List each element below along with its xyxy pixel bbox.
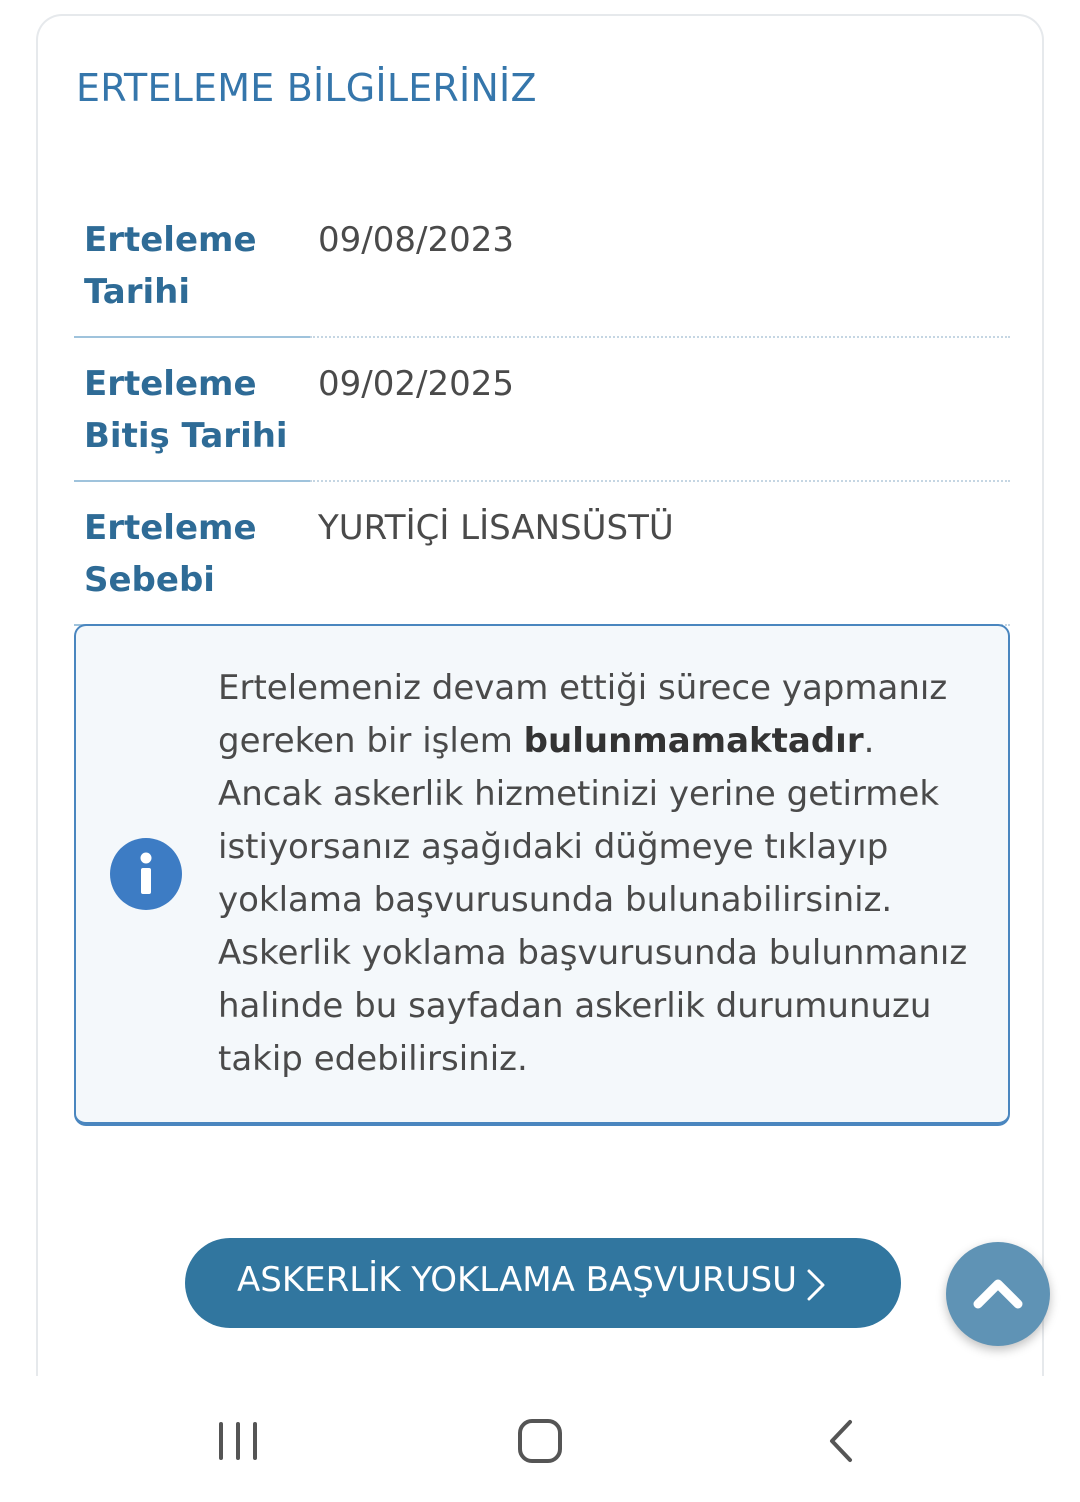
recent-apps-icon <box>208 1412 268 1472</box>
back-icon <box>812 1412 872 1472</box>
scroll-to-top-button[interactable] <box>946 1242 1050 1346</box>
deferral-reason-value: YURTİÇİ LİSANSÜSTÜ <box>318 508 674 548</box>
section-title: ERTELEME BİLGİLERİNİZ <box>76 66 537 110</box>
apply-button-label: ASKERLİK YOKLAMA BAŞVURUSU <box>237 1260 797 1300</box>
deferral-date-label: Erteleme Tarihi <box>84 220 257 312</box>
chevron-up-icon <box>972 1272 1024 1312</box>
notice-text-end: . Ancak askerlik hizmetinizi yerine getirmek istiyorsanız aşağıdaki düğmeye tıklayıp yoklama başvurusunda bulunabilirsiniz. Askerlik yoklama başvurusunda bulunmanız halinde bu sayfadan askerlik durumunuzu takip edebilirsiniz. <box>218 721 968 1079</box>
military-examination-apply-button[interactable] <box>185 1238 901 1328</box>
deferral-date-value: 09/08/2023 <box>318 220 514 260</box>
info-icon <box>110 838 182 910</box>
notice-text-start: Ertelemeniz devam ettiği sürece yapmanız gereken bir işlem <box>218 668 948 761</box>
info-notice-box <box>74 624 1010 1126</box>
deferral-info-card <box>36 14 1044 1394</box>
deferral-end-date-value: 09/02/2025 <box>318 364 514 404</box>
notice-text-bold: bulunmamaktadır <box>523 721 864 761</box>
chevron-right-icon <box>805 1268 827 1311</box>
info-row-deferral-date <box>74 194 1010 338</box>
home-button[interactable] <box>510 1412 570 1472</box>
info-row-deferral-reason <box>74 482 1010 626</box>
back-button[interactable] <box>812 1412 872 1472</box>
home-icon <box>510 1412 570 1472</box>
recent-apps-button[interactable] <box>208 1412 268 1472</box>
deferral-end-date-label: Erteleme Bitiş Tarihi <box>84 364 288 456</box>
system-navigation-bar <box>0 1376 1080 1502</box>
notice-text <box>218 662 988 1086</box>
deferral-reason-label: Erteleme Sebebi <box>84 508 257 600</box>
info-row-deferral-end-date <box>74 338 1010 482</box>
